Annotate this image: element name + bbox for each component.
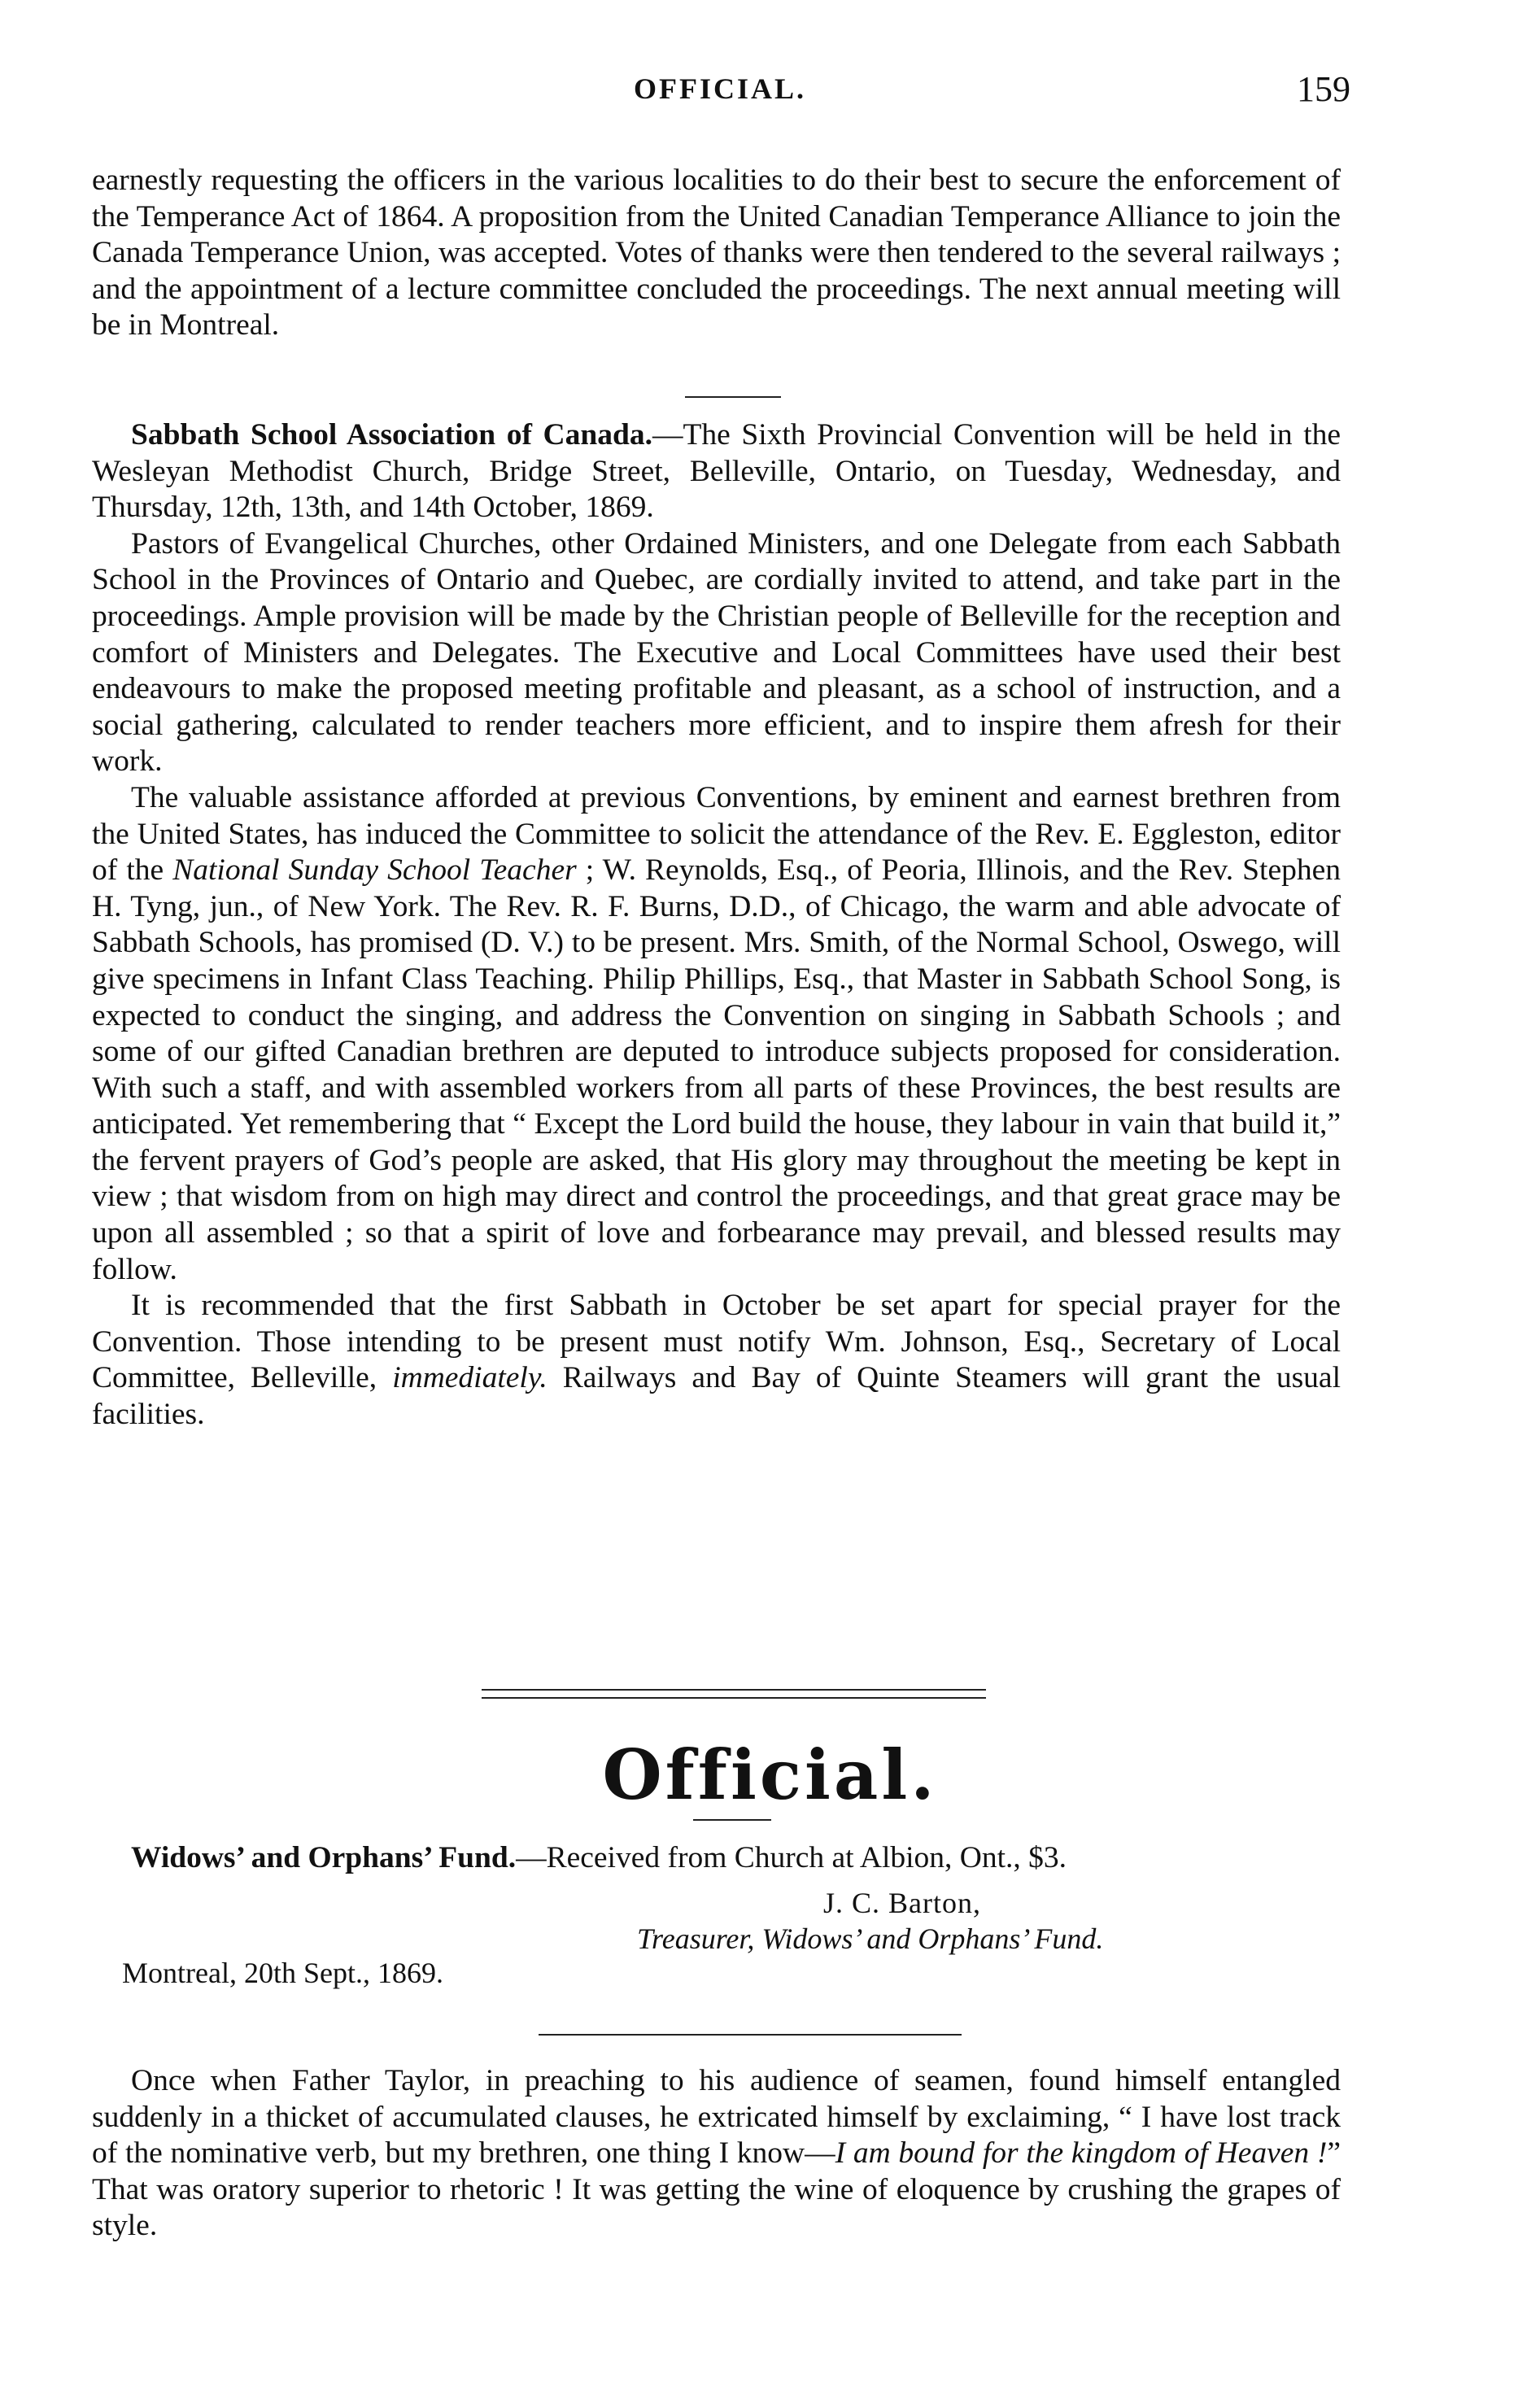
widows-fund-heading: Widows’ and Orphans’ Fund.: [131, 1841, 517, 1874]
anecdote-quote: I am bound for the kingdom of Heaven !: [835, 2136, 1328, 2171]
anecdote: [92, 2063, 1341, 2245]
anecdote-paragraph: [92, 2063, 1341, 2245]
sabbath-paragraph-1: [92, 417, 1341, 526]
sabbath-paragraph-4-text-a: It is recommended that the first Sabbath in October be set apart for special prayer for the Convention. Those intending to be present must notify Wm. Johnson, Esq., Secretary of Local Committee, Belleville,: [92, 1289, 1341, 1395]
sabbath-paragraph-4: [92, 1288, 1341, 1433]
anecdote-text-a: Once when Father Taylor, in preaching to his audience of seamen, found himself entangled suddenly in a thicket of accumulated clauses, he extricated himself by exclaiming, “ I have lost track of the nominative verb, but my brethren, one thing I know—: [92, 2064, 1341, 2171]
page-number: 159: [1297, 69, 1350, 109]
section-title: Official.: [602, 1735, 938, 1815]
intro-text: earnestly requesting the officers in the various localities to do their best to secure the enforcement of the Temperance Act of 1864. A proposition from the United Canadian Temperance Alliance to join the Canada Temperance Union, was accepted. Votes of thanks were then tendered to the several railways ; and the appointment of a lecture committee concluded the proceedings. The next annual meeting will be in Montreal.: [92, 164, 1341, 343]
page-header: [89, 69, 1350, 120]
sabbath-paragraph-3: [92, 780, 1341, 1288]
widows-fund-paragraph: [92, 1840, 1341, 1877]
immediately-emphasis: immediately.: [392, 1361, 548, 1395]
signature-title: Treasurer, Widows’ and Orphans’ Fund.: [637, 1922, 1104, 1955]
intro-paragraph: [92, 163, 1341, 344]
sabbath-school-article: [92, 417, 1341, 1433]
running-head: OFFICIAL.: [633, 72, 806, 105]
sabbath-paragraph-3-text-a: The valuable assistance afforded at previous Conventions, by eminent and earnest brethren from the United States, has induced the Committee to solicit the attendance of the Rev. E. Eggleston, editor of the: [92, 780, 1341, 888]
signature-name: J. C. Barton,: [823, 1887, 982, 1919]
sabbath-paragraph-4-text-b: Railways and Bay of Quinte Steamers will grant the usual facilities.: [92, 1361, 1341, 1432]
dateline: Montreal, 20th Sept., 1869.: [122, 1957, 443, 1989]
sabbath-opening: —The Sixth Provincial Convention will be held in the Wesleyan Methodist Church, Bridge Street, Belleville, Ontario, on Tuesday, Wednesday, and Thursday, 12th, 13th, and 14th October, 1869.: [92, 418, 1342, 525]
anecdote-text-b: ” That was oratory superior to rhetoric ! It was getting the wine of eloquence by crushing the grapes of style.: [92, 2136, 1341, 2243]
anecdote-divider: [539, 2034, 962, 2036]
sabbath-heading: Sabbath School Association of Canada.: [131, 418, 652, 452]
periodical-title: National Sunday School Teacher: [172, 853, 577, 888]
title-rule: [693, 1819, 771, 1821]
sabbath-paragraph-2: Pastors of Evangelical Churches, other Ordained Ministers, and one Delegate from each Sabbath School in the Provinces of Ontario and Quebec, are cordially invited to attend, and take part in the proceedings. Ample provision will be made by the Christian people of Belleville for the reception and comfort of Ministers and Delegates. The Executive and Local Committees have used their best endeavours to make the proposed meeting profitable and pleasant, as a school of instruction, and a social gathering, calculated to render teachers more efficient, and to inspire them afresh for their work.: [92, 526, 1341, 779]
widows-fund-notice: [92, 1840, 1341, 1877]
short-rule: [685, 396, 781, 398]
widows-fund-text: —Received from Church at Albion, Ont., $3.: [516, 1841, 1067, 1874]
sabbath-paragraph-3-text-b: ; W. Reynolds, Esq., of Peoria, Illinois, and the Rev. Stephen H. Tyng, jun., of New York. The Rev. R. F. Burns, D.D., of Chicago, the warm and able advocate of Sabbath Schools, has promised (D. V.) to be present. Mrs. Smith, of the Normal School, Oswego, will give specimens in Infant Class Teaching. Philip Phillips, Esq., that Master in Sabbath School Song, is expected to conduct the singing, and address the Convention on singing in Sabbath Schools ; and some of our gifted Canadian brethren are deputed to introduce subjects proposed for consideration. With such a staff, and with assembled workers from all parts of these Provinces, the best results are anticipated. Yet remembering that “ Except the Lord build the house, they labour in vain that build it,” the fervent prayers of God’s people are asked, that His glory may throughout the meeting be kept in view ; that wisdom from on high may direct and control the proceedings, and that great grace may be upon all assembled ; so that a spirit of love and forbearance may prevail, and blessed results may follow.: [92, 853, 1341, 1286]
section-divider: [482, 1689, 986, 1699]
